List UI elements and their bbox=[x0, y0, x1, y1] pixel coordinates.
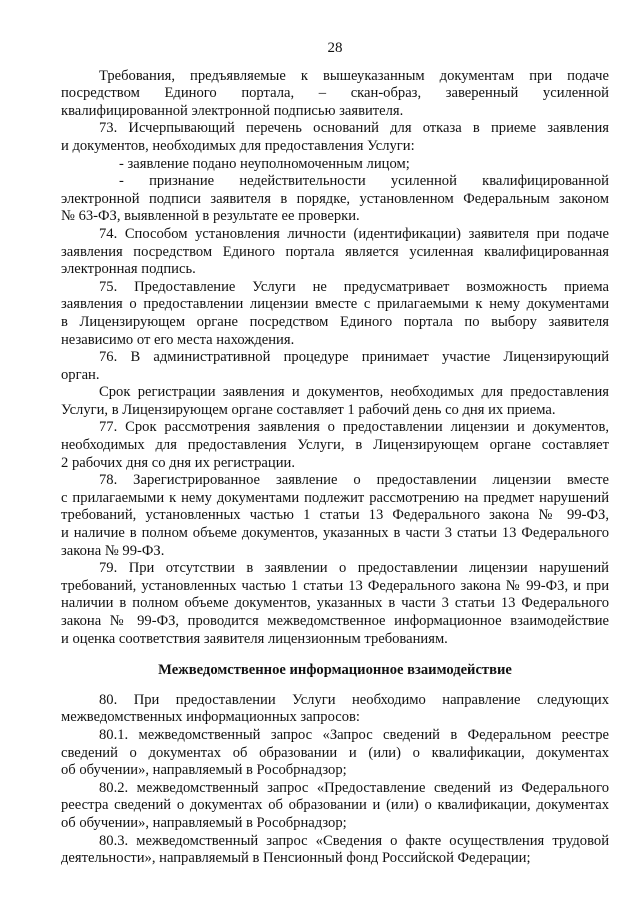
text-line: электронная подпись. bbox=[61, 261, 196, 278]
text-line: 76. В административной процедуре принимает участие Лицензирующий bbox=[99, 349, 609, 366]
text-line: необходимых для предоставления Услуги, в Лицензирующем органе составляет bbox=[61, 437, 609, 454]
text-line: - заявление подано неуполномоченным лицом; bbox=[119, 155, 410, 172]
text-line: сведений о документах об образовании и (или) о квалификации, документах bbox=[61, 744, 609, 761]
text-line: и наличие в полном объеме документов, указанных в части 3 статьи 13 Федерального bbox=[61, 525, 609, 542]
text-line: и документов, необходимых для предоставления Услуги: bbox=[61, 137, 415, 154]
text-line: об обучении», направляемый в Рособрнадзор; bbox=[61, 762, 347, 779]
text-line: Услуги, в Лицензирующем органе составляет 1 рабочий день со дня их приема. bbox=[61, 401, 556, 418]
text-line: - признание недействительности усиленной квалифицированной bbox=[119, 173, 609, 190]
text-line: требований, установленных частью 1 статьи 13 Федерального закона № 99-ФЗ, bbox=[61, 507, 609, 524]
body-text-block bbox=[61, 68, 609, 649]
text-line: Требования, предъявляемые к вышеуказанным документам при подаче bbox=[99, 67, 609, 84]
text-line: закона № 99-ФЗ. bbox=[61, 542, 165, 559]
text-line: 2 рабочих дня со дня их регистрации. bbox=[61, 454, 295, 471]
text-line: и оценка соответствия заявителя лицензионным требованиям. bbox=[61, 630, 448, 647]
text-line: 80.1. межведомственный запрос «Запрос сведений в Федеральном реестре bbox=[99, 726, 609, 743]
text-line: в Лицензирующем органе посредством Единого портала по выбору заявителя bbox=[61, 313, 609, 330]
text-line: № 63-ФЗ, выявленной в результате ее проверки. bbox=[61, 208, 360, 225]
text-line: 73. Исчерпывающий перечень оснований для отказа в приеме заявления bbox=[99, 120, 609, 137]
text-line: наличии в полном объеме документов, указанных в части 3 статьи 13 Федерального bbox=[61, 595, 609, 612]
text-line: реестра сведений о документах об образовании и (или) о квалификации, документах bbox=[61, 797, 609, 814]
text-line: заявления о предоставлении лицензии вместе с прилагаемыми к нему документами bbox=[61, 296, 609, 313]
text-line: квалифицированной электронной подписью заявителя. bbox=[61, 102, 404, 119]
text-line: Срок регистрации заявления и документов, необходимых для предоставления bbox=[99, 384, 609, 401]
text-line: орган. bbox=[61, 366, 100, 383]
text-line: 74. Способом установления личности (идентификации) заявителя при подаче bbox=[99, 225, 609, 242]
text-line: с прилагаемыми к нему документами подлежит рассмотрению на предмет нарушений bbox=[61, 489, 609, 506]
text-line: 79. При отсутствии в заявлении о предоставлении лицензии нарушений bbox=[99, 560, 609, 577]
text-line: заявления посредством Единого портала является усиленная квалифицированная bbox=[61, 243, 609, 260]
text-line: деятельности», направляемый в Пенсионный фонд Российской Федерации; bbox=[61, 850, 531, 867]
text-line: 80. При предоставлении Услуги необходимо направление следующих bbox=[99, 691, 609, 708]
text-line: закона № 99-ФЗ, проводится межведомственное информационное взаимодействие bbox=[61, 613, 609, 629]
section-heading: Межведомственное информационное взаимодействие bbox=[158, 662, 512, 679]
text-line: посредством Единого портала, – скан-образ, заверенный усиленной bbox=[61, 85, 609, 102]
text-line: требований, установленных частью 1 статьи 13 Федерального закона № 99-ФЗ, и при bbox=[61, 577, 609, 594]
text-line: электронной подписи заявителя в порядке, установленном Федеральным законом bbox=[61, 190, 609, 207]
document-page bbox=[61, 0, 609, 868]
text-line: 77. Срок рассмотрения заявления о предоставлении лицензии и документов, bbox=[99, 419, 609, 436]
text-line: 75. Предоставление Услуги не предусматривает возможность приема bbox=[99, 278, 609, 295]
text-line: 80.3. межведомственный запрос «Сведения о факте осуществления трудовой bbox=[99, 832, 609, 849]
text-line: 78. Зарегистрированное заявление о предоставлении лицензии вместе bbox=[99, 472, 609, 489]
text-line: 80.2. межведомственный запрос «Предоставление сведений из Федерального bbox=[99, 779, 609, 796]
text-line: независимо от его места нахождения. bbox=[61, 331, 295, 348]
text-line: об обучении», направляемый в Рособрнадзор; bbox=[61, 814, 347, 831]
body-text-block-2 bbox=[61, 692, 609, 868]
text-line: межведомственных информационных запросов: bbox=[61, 709, 360, 726]
page-number: 28 bbox=[327, 40, 343, 56]
